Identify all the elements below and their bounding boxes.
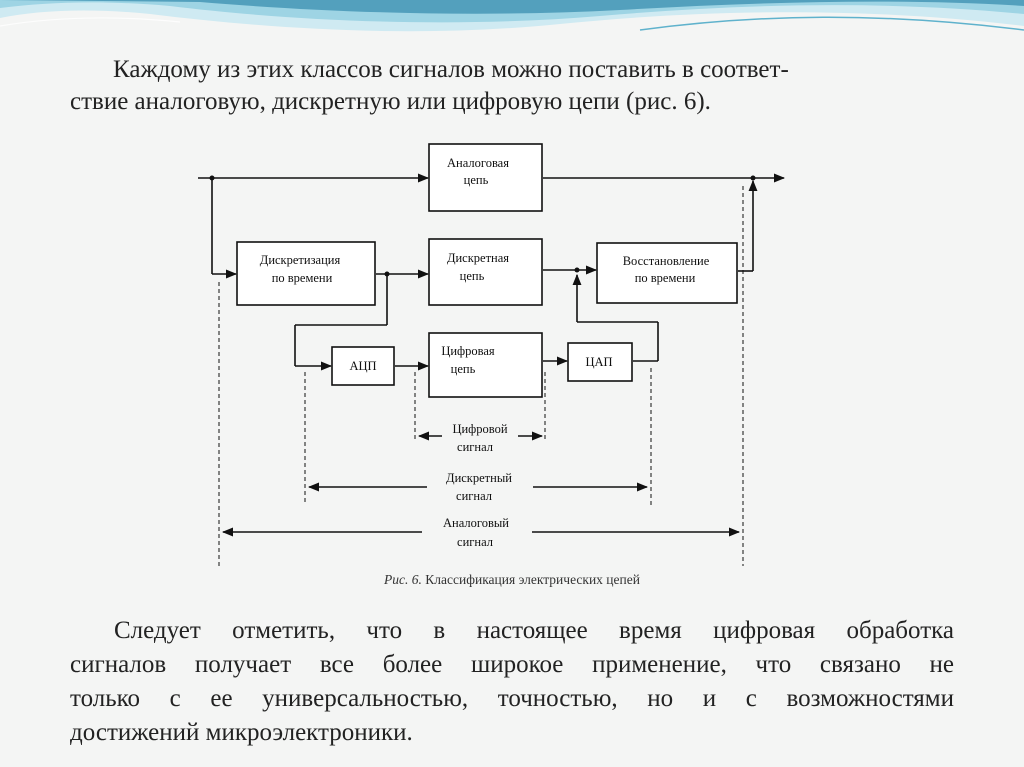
outro-line-4: достижений микроэлектроники. bbox=[70, 719, 413, 746]
discrete-signal-span bbox=[446, 471, 512, 503]
discrete-circuit-label-line-1: Дискретная bbox=[446, 251, 510, 265]
analog-signal-label-line-2: сигнал bbox=[457, 535, 493, 549]
digital-circuit-label-line-1: Цифровая bbox=[441, 344, 495, 358]
sampling-label-line-2: по времени bbox=[271, 271, 333, 285]
digital-signal-label-line-2: сигнал bbox=[457, 440, 493, 454]
digital-signal-span bbox=[452, 422, 507, 454]
figure-caption bbox=[0, 572, 1024, 588]
figure-caption-text: Классификация электрических цепей bbox=[425, 572, 640, 587]
adc-label: АЦП bbox=[349, 359, 377, 373]
analog-signal-label-line-1: Аналоговый bbox=[443, 516, 509, 530]
analog-circuit-label-line-2: цепь bbox=[463, 173, 489, 187]
outro-paragraph bbox=[70, 614, 954, 750]
adc-block bbox=[349, 359, 376, 373]
analog-signal-span bbox=[443, 516, 509, 549]
restore-label-line-1: Восстановление bbox=[622, 254, 710, 268]
digital-signal-label-line-1: Цифровой bbox=[452, 422, 508, 436]
analog-circuit-label-line-1: Аналоговая bbox=[447, 156, 509, 170]
digital-circuit-label-line-2: цепь bbox=[450, 362, 476, 376]
figure-caption-label: Рис. 6. bbox=[384, 572, 422, 587]
sampling-label-line-1: Дискретизация bbox=[259, 253, 341, 267]
discrete-signal-label-line-1: Дискретный bbox=[446, 471, 512, 485]
outro-line-3: только с ее универсальностью, точностью, но и с возможностями bbox=[70, 685, 954, 712]
dac-block bbox=[585, 355, 612, 369]
intro-line-1: Каждому из этих классов сигналов можно поставить в соответ- bbox=[113, 56, 789, 83]
intro-line-2: ствие аналоговую, дискретную или цифровую цепи (рис. 6). bbox=[70, 88, 711, 115]
discrete-signal-label-line-2: сигнал bbox=[456, 489, 492, 503]
restore-label-line-2: по времени bbox=[634, 271, 696, 285]
outro-line-2: сигналов получает все более широкое применение, что связано не bbox=[70, 651, 954, 678]
dac-label: ЦАП bbox=[585, 355, 613, 369]
discrete-circuit-label-line-2: цепь bbox=[459, 269, 485, 283]
outro-line-1: Следует отметить, что в настоящее время цифровая обработка bbox=[114, 617, 954, 644]
